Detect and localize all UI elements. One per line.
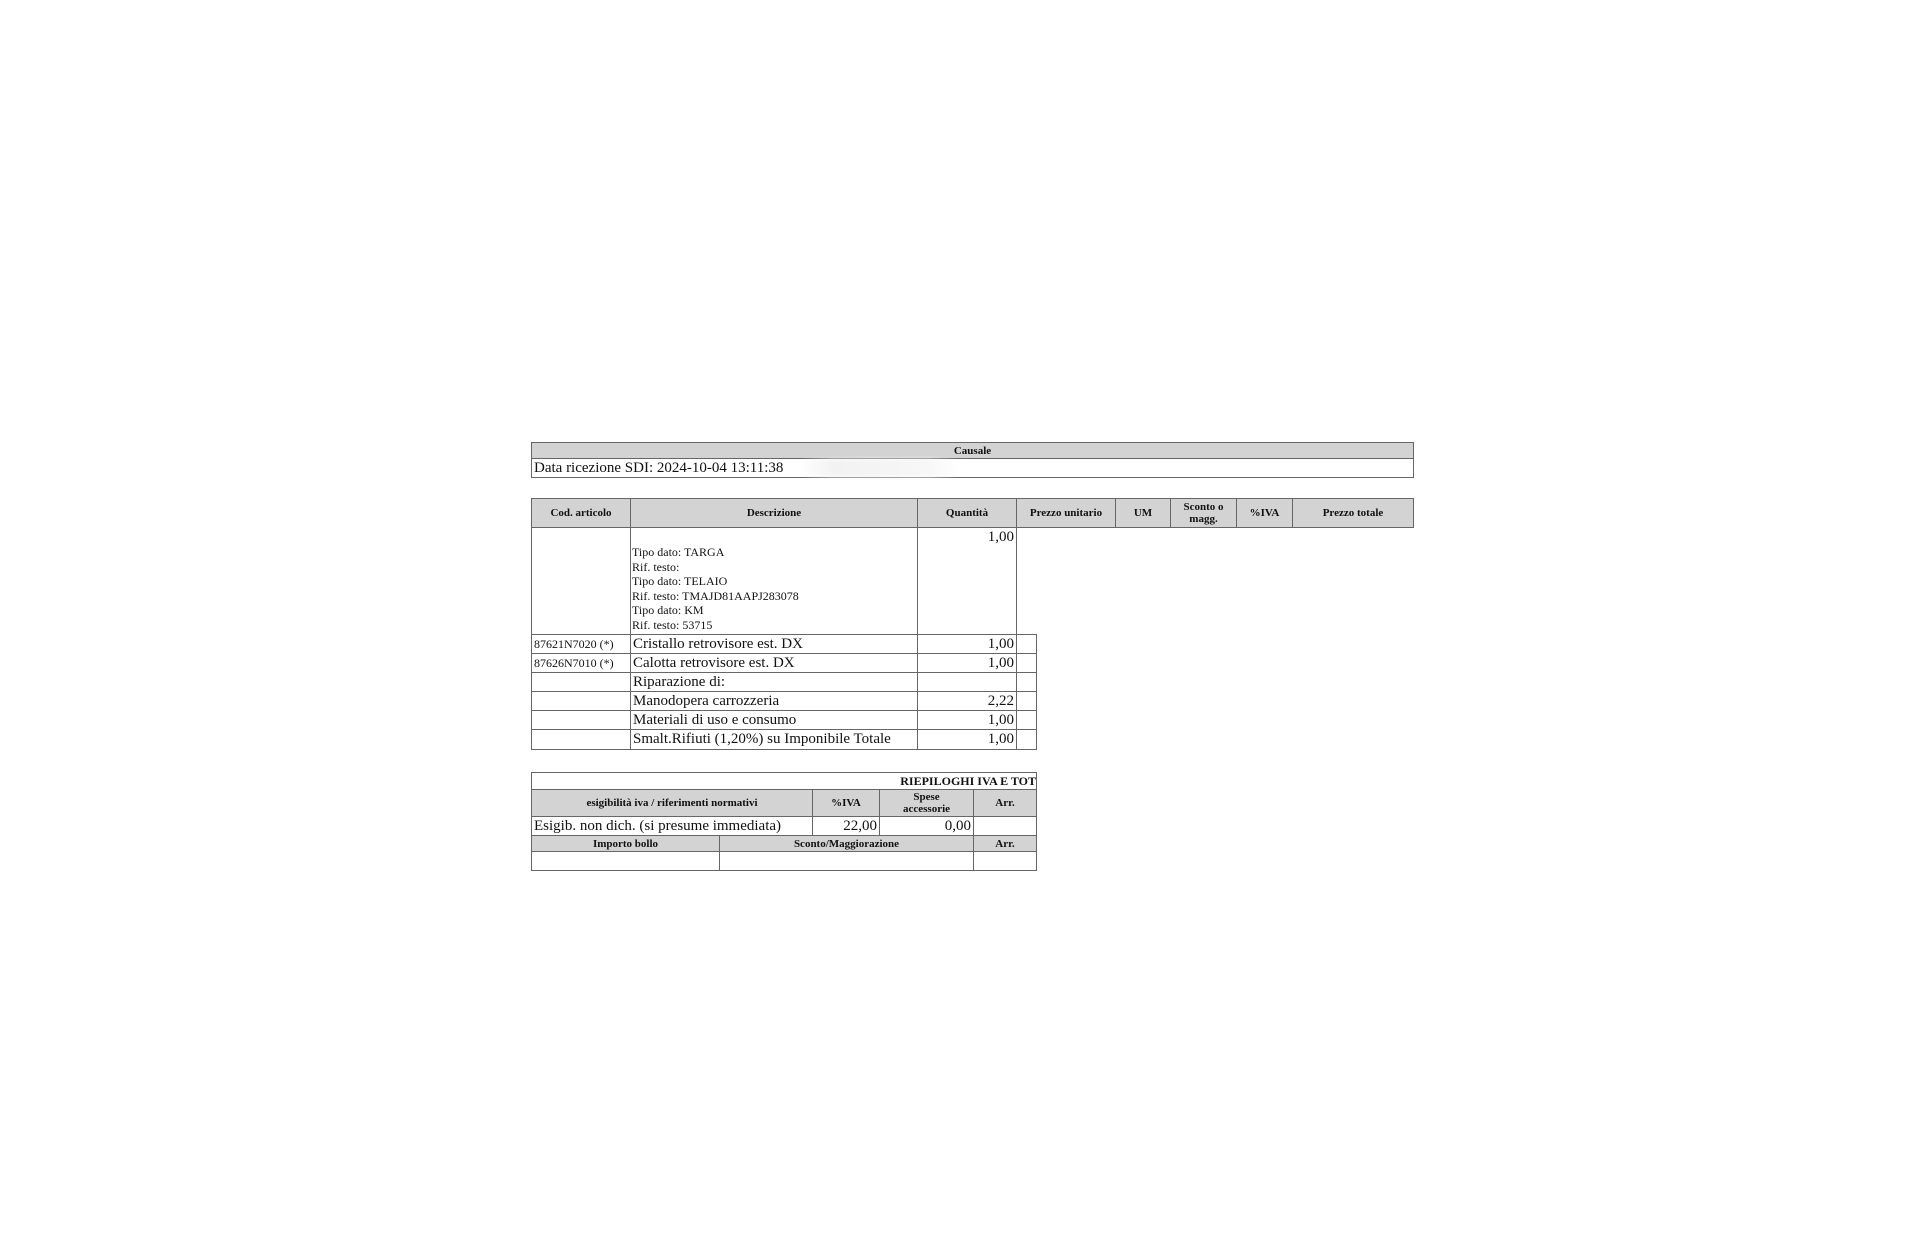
row-extra — [1016, 634, 1037, 654]
detail-line: Rif. testo: — [632, 559, 680, 574]
col-arr: Arr. — [973, 789, 1037, 817]
row-desc: Smalt.Rifiuti (1,20%) su Imponibile Totale — [630, 729, 918, 750]
row-desc: Materiali di uso e consumo — [630, 710, 918, 730]
row-code — [531, 729, 631, 750]
row1-details — [632, 545, 799, 633]
row-extra — [1016, 729, 1037, 750]
row-code — [531, 691, 631, 711]
summary-title — [531, 772, 1037, 790]
col-prezzo-unitario: Prezzo unitario — [1016, 498, 1116, 528]
summary-arr — [973, 816, 1037, 836]
causale-text: Data ricezione SDI: 2024-10-04 13:11:38 — [531, 458, 1414, 478]
row1-code — [531, 527, 631, 635]
col-prezzo-totale: Prezzo totale — [1292, 498, 1414, 528]
detail-line: Tipo dato: KM — [632, 603, 704, 618]
summary-title-text: RIEPILOGHI IVA E TOT — [900, 774, 1036, 788]
row-qty — [917, 672, 1017, 692]
row-extra — [1016, 691, 1037, 711]
detail-line: Rif. testo: 53715 — [632, 617, 713, 632]
row-qty: 1,00 — [917, 653, 1017, 673]
row-extra — [1016, 672, 1037, 692]
col-sconto-maggiorazione: Sconto/Maggiorazione — [719, 835, 974, 852]
col-bollo-arr: Arr. — [973, 835, 1037, 852]
row-code: 87626N7010 (*) — [531, 653, 631, 673]
detail-line: Tipo dato: TARGA — [632, 545, 725, 559]
col-esigibilita: esigibilità iva / riferimenti normativi — [531, 789, 813, 817]
row-desc: Manodopera carrozzeria — [630, 691, 918, 711]
causale-header: Causale — [531, 442, 1414, 459]
row-extra — [1016, 710, 1037, 730]
bollo-importo — [531, 851, 720, 871]
bollo-sconto — [719, 851, 974, 871]
col-um: UM — [1115, 498, 1171, 528]
summary-esig: Esigib. non dich. (si presume immediata) — [531, 816, 813, 836]
row-code: 87621N7020 (*) — [531, 634, 631, 654]
bollo-arr — [973, 851, 1037, 871]
row-code — [531, 672, 631, 692]
row-code — [531, 710, 631, 730]
col-quantita: Quantità — [917, 498, 1017, 528]
col-cod-articolo: Cod. articolo — [531, 498, 631, 528]
row1-qty: 1,00 — [917, 527, 1017, 635]
row-extra — [1016, 653, 1037, 673]
row-qty: 1,00 — [917, 634, 1017, 654]
row-desc: Cristallo retrovisore est. DX — [630, 634, 918, 654]
col-summary-iva: %IVA — [812, 789, 880, 817]
row-qty: 1,00 — [917, 710, 1017, 730]
redacted-region — [800, 459, 960, 477]
row-desc: Calotta retrovisore est. DX — [630, 653, 918, 673]
col-sconto: Sconto o magg. — [1170, 498, 1237, 528]
col-descrizione: Descrizione — [630, 498, 918, 528]
detail-line: Rif. testo: TMAJD81AAPJ283078 — [632, 588, 799, 603]
detail-line: Tipo dato: TELAIO — [632, 574, 728, 589]
summary-iva: 22,00 — [812, 816, 880, 836]
col-importo-bollo: Importo bollo — [531, 835, 720, 852]
summary-spese: 0,00 — [879, 816, 974, 836]
row-qty: 2,22 — [917, 691, 1017, 711]
col-iva: %IVA — [1236, 498, 1293, 528]
col-spese: Spese accessorie — [879, 789, 974, 817]
row-desc: Riparazione di: — [630, 672, 918, 692]
row-qty: 1,00 — [917, 729, 1017, 750]
